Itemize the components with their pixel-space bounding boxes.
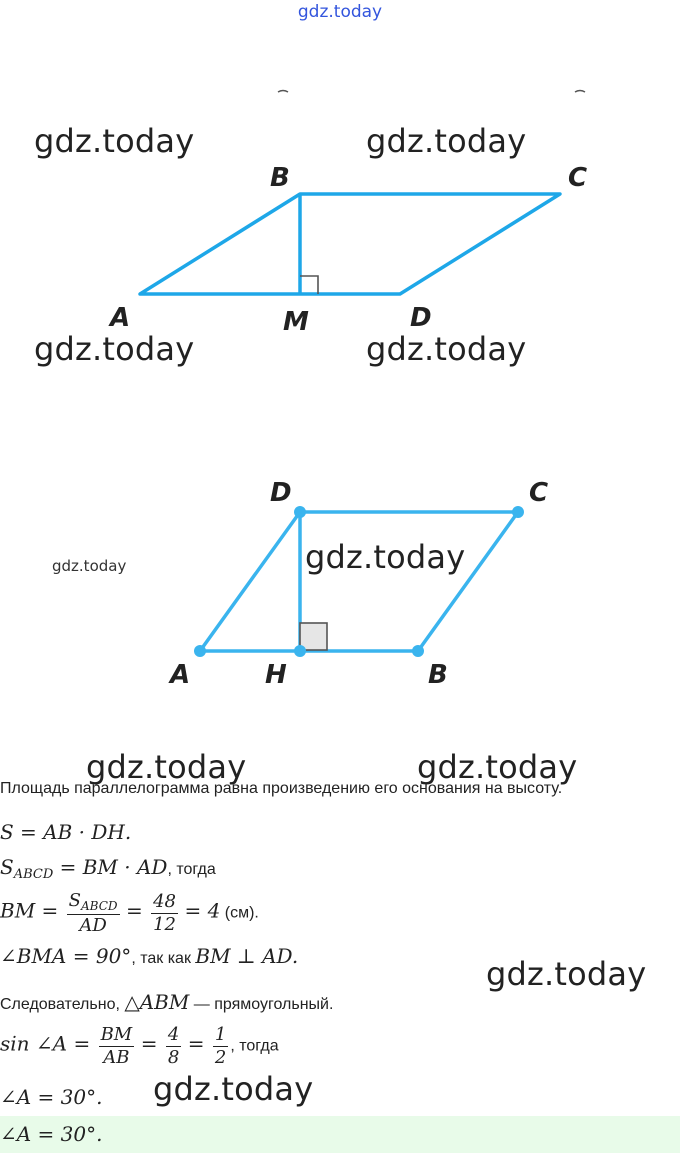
conclusion-line: Следовательно, △ABM — прямоугольный.	[0, 990, 334, 1014]
right-angle-mark	[300, 276, 318, 294]
parallelogram-shape	[200, 512, 518, 651]
watermark: gdz.today	[366, 330, 527, 368]
vertex-label-a: A	[110, 303, 131, 333]
site-link[interactable]: gdz.today	[297, 2, 383, 22]
answer-text: ∠A = 30°.	[0, 1122, 103, 1146]
watermark: gdz.today	[34, 330, 195, 368]
angle-a-line: ∠A = 30°.	[0, 1085, 103, 1109]
formula-specific: $S_{ABCD}$ = BM · AD, тогда	[0, 855, 216, 882]
answer-box	[0, 1116, 680, 1153]
vertex-label-c: C	[568, 163, 588, 193]
watermark: gdz.today	[417, 748, 578, 786]
figure-parallelogram-abcd-2	[0, 470, 680, 700]
vertex-label-b: B	[270, 163, 290, 193]
statement-text: Площадь параллелограмма равна произведению его основания на высоту.	[0, 780, 563, 797]
watermark: gdz.today	[153, 1070, 314, 1108]
formula-general: S = AB · DH.	[0, 820, 132, 844]
vertex-dots	[194, 506, 524, 657]
vertex-label-b: B	[428, 660, 448, 690]
bm-calculation: BM = $\frac{S_{ABCD}}{AD}$ = $\frac{48}{12}$ = 4 (см).	[0, 892, 259, 932]
vertex-label-a: A	[170, 660, 191, 690]
vertex-label-h: H	[265, 660, 287, 690]
vertex-label-d: D	[270, 478, 292, 508]
vertex-label-d: D	[410, 303, 432, 333]
watermark: gdz.today	[305, 538, 466, 576]
watermark: gdz.today	[34, 122, 195, 160]
watermark: gdz.today	[486, 955, 647, 993]
sin-calculation: sin ∠A = $\frac{BM}{AB}$ = $\frac{4}{8}$ = $\frac{1}{2}$ , тогда	[0, 1024, 279, 1068]
watermark: gdz.today	[366, 122, 527, 160]
vertex-label-m: M	[283, 307, 309, 337]
vertex-label-c: C	[529, 478, 549, 508]
parallelogram-shape	[140, 194, 560, 294]
right-angle-mark	[300, 623, 327, 650]
watermark: gdz.today	[52, 557, 127, 575]
watermark: gdz.today	[86, 748, 247, 786]
angle-bma-line: ∠BMA = 90°, так как BM ⊥ AD.	[0, 944, 299, 968]
